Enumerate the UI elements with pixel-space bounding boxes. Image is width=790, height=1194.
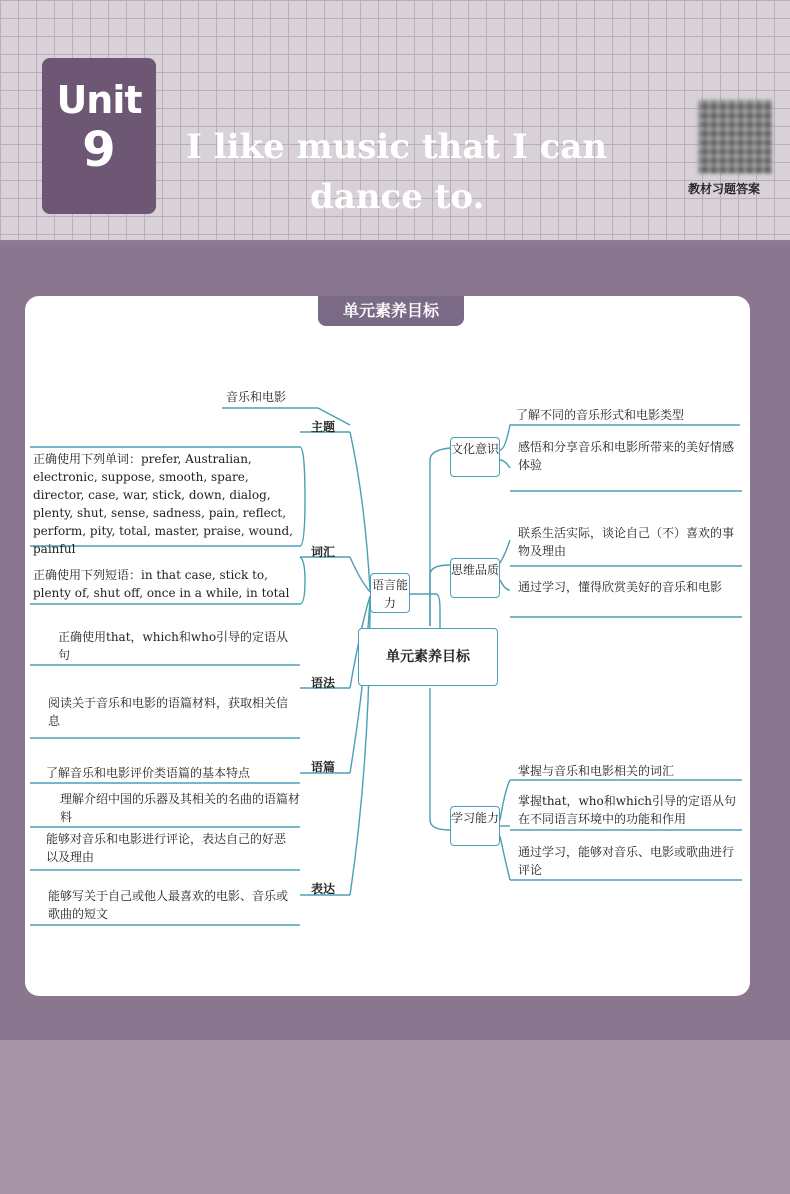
culture-item-1: 了解不同的音乐形式和电影类型: [516, 408, 685, 422]
grammar-item: 正确使用that，which和who引导的定语从句: [58, 630, 289, 662]
category-theme: 主题: [311, 420, 336, 434]
learning-item-1: 掌握与音乐和电影相关的词汇: [518, 764, 675, 778]
expression-item-1: 能够对音乐和电影进行评论，表达自己的好恶以及理由: [46, 832, 287, 864]
thinking-node: 思维品质: [450, 558, 500, 598]
culture-item-2: 感悟和分享音乐和电影所带来的美好情感体验: [518, 440, 735, 472]
title-line-2: dance to.: [310, 177, 485, 217]
thinking-item-1: 联系生活实际，谈论自己（不）喜欢的事物及理由: [518, 526, 735, 558]
learning-item-2: 掌握that，who和which引导的定语从句在不同语言环境中的功能和作用: [518, 794, 737, 826]
category-expression: 表达: [311, 882, 336, 896]
unit-number: 9: [82, 122, 116, 178]
expression-item-2: 能够写关于自己或他人最喜欢的电影、音乐或歌曲的短文: [48, 889, 289, 921]
discourse-item-3: 理解介绍中国的乐器及其相关的名曲的语篇材料: [60, 792, 301, 824]
theme-item-music-film: 音乐和电影: [226, 390, 287, 404]
vocab-words: 正确使用下列单词：prefer, Australian, electronic, suppose, smooth, spare, director, case, war, stick, down, dialog, plenty, shut, sense, sadness, pain, reflect, perform, pity, total, master, praise, wound, painful: [33, 452, 293, 556]
lower-band: [0, 1040, 790, 1194]
thinking-item-2: 通过学习，懂得欣赏美好的音乐和电影: [518, 580, 723, 594]
language-ability-node: 语言能力: [370, 573, 410, 613]
category-vocab: 词汇: [311, 545, 336, 559]
culture-node: 文化意识: [450, 437, 500, 477]
center-node: 单元素养目标: [358, 628, 498, 686]
vocab-phrases: 正确使用下列短语：in that case, stick to, plenty of, shut off, once in a while, in total: [33, 568, 290, 600]
learning-item-3: 通过学习，能够对音乐、电影或歌曲进行评论: [518, 845, 735, 877]
card-title: 单元素养目标: [318, 296, 464, 326]
unit-badge: [42, 58, 156, 214]
unit-title: [186, 122, 666, 222]
unit-word: Unit: [56, 78, 142, 122]
category-grammar: 语法: [311, 676, 336, 690]
discourse-item-2: 了解音乐和电影评价类语篇的基本特点: [46, 766, 251, 780]
category-discourse: 语篇: [311, 760, 336, 774]
learning-node: 学习能力: [450, 806, 500, 846]
qr-code-icon[interactable]: [698, 100, 772, 174]
discourse-item-1: 阅读关于音乐和电影的语篇材料，获取相关信息: [48, 696, 289, 728]
title-line-1: I like music that I can: [186, 127, 608, 167]
qr-caption: 教材习题答案: [688, 182, 761, 196]
